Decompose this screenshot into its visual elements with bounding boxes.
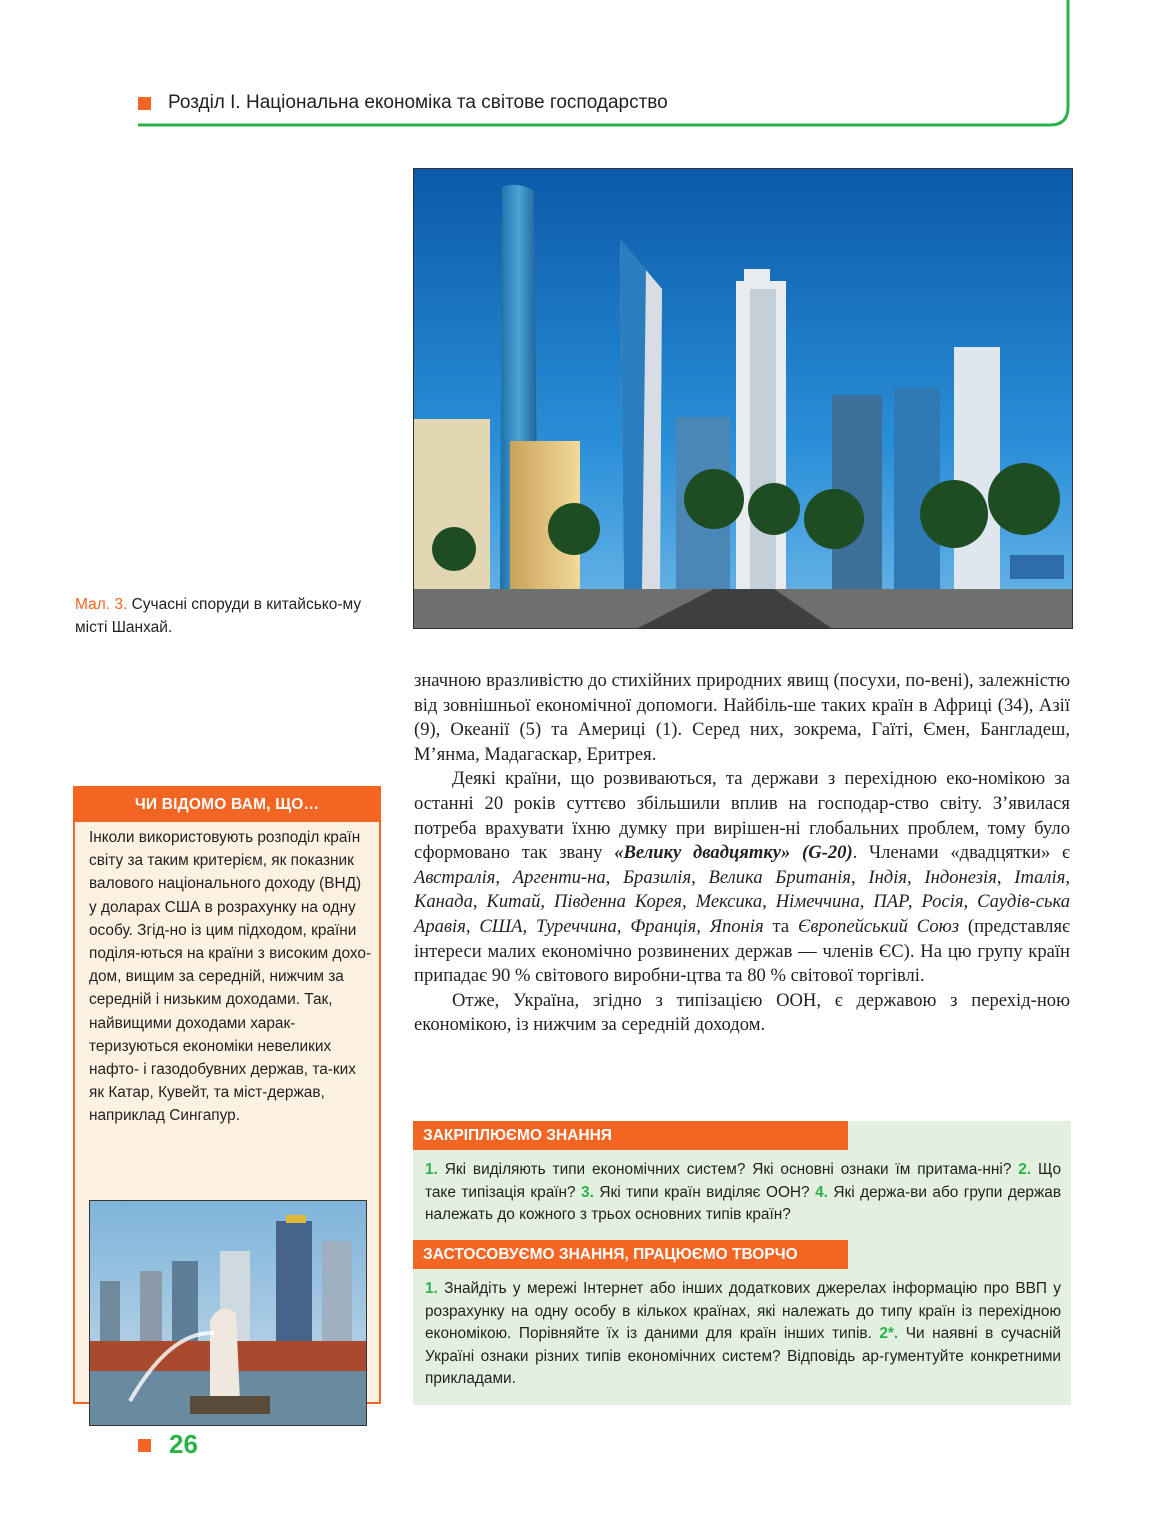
main-text (414, 669, 1070, 1038)
task-1: Знайдіть у мережі Інтернет або інших додаткових джерелах інформацію про ВВП у розрахунку на одну особу в кількох країнах, які належать до типу країн із перехідною економікою. Порівняйте їх із даними для країн інших типів. (425, 1280, 1061, 1343)
figure-caption (75, 593, 385, 639)
singapore-photo (89, 1200, 367, 1426)
paragraph-2-part-a: Деякі країни, що розвиваються, та держави з перехідною еко-номікою за останні 20 років суттєво збільшили вплив на господар-ство світу. З’явилася потреба врахувати їхню думку при вирішен-ні глобальних проблем, тому було сформовано так звану (414, 768, 1070, 864)
paragraph-1: значною вразливістю до стихійних природних явищ (посухи, по-вені), залежністю від зовнішньої економічної допомоги. Найбіль-ше таких країн в Африці (34), Азії (9), Океанії (5) та Америці (1). Серед них, зокрема, Гаїті, Ємен, Бангладеш, М’янма, Мадагаскар, Еритрея. (414, 670, 1070, 765)
consolidate-knowledge-heading: ЗАКРІПЛЮЄМО ЗНАННЯ (413, 1121, 848, 1150)
task-1-number: 1. (425, 1280, 438, 1297)
question-3-number: 3. (581, 1183, 594, 1201)
task-2: Чи наявні в сучасній Україні ознаки різних типів економічних систем? Відповідь ар-гументуйте конкретними прикладами. (425, 1325, 1061, 1388)
g20-countries: Австралія, Аргенти-на, Бразилія, Велика Британія, Індія, Індонезія, Італія, Канада, Китай, Південна Корея, Мексика, Німеччина, ПАР, Росія, Саудів-ська Аравія, США, Туреччина, Франція, Японія (414, 866, 1070, 937)
g20-term: «Велику двадцятку» (G-20) (614, 842, 853, 864)
question-3: Які типи країн виділяє ООН? (593, 1183, 816, 1201)
question-4: Які держа-ви або групи держав належать до кожного з трьох основних типів країн? (425, 1183, 1061, 1224)
apply-knowledge-heading: ЗАСТОСОВУЄМО ЗНАННЯ, ПРАЦЮЄМО ТВОРЧО (413, 1240, 848, 1269)
page-number: 26 (169, 1429, 198, 1459)
did-you-know-body (75, 822, 379, 1402)
paragraph-2-part-b: . Членами «двадцятки» є (852, 842, 1070, 864)
did-you-know-text: Інколи використовують розподіл країн світу за таким критерієм, як показник валового національного доходу (ВНД) у доларах США в розрахунку на одну особу. Згід-но із цим підходом, країни поділя-ються на країни з високим дохо-дом, вищим за середній, нижчим за середній і низьким доходами. Так, найвищими доходами харак-теризуються економіки невеликих нафто- і газодобувних держав, та-ких як Катар, Кувейт, та міст-держав, наприклад Сингапур. (89, 829, 372, 1125)
question-4-number: 4. (815, 1183, 828, 1201)
question-1: Які виділяють типи економічних систем? Які основні ознаки їм притама-нні? (437, 1161, 1019, 1178)
did-you-know-box (73, 786, 381, 1404)
did-you-know-title: ЧИ ВІДОМО ВАМ, ЩО… (75, 788, 379, 822)
question-2: Що таке типізація країн? (425, 1161, 1062, 1201)
paragraph-2-part-d: (представляє інтереси малих економічно розвинених держав — членів ЄС). На цю групу країн припадає 90 % світового виробни-цтва та 80 % світової торгівлі. (414, 915, 1070, 987)
question-2-number: 2. (1018, 1161, 1032, 1178)
figure-caption-text: Сучасні споруди в китайсько-му місті Шанхай. (75, 596, 362, 636)
consolidate-questions (425, 1159, 1061, 1227)
figure-label: Мал. 3. (75, 596, 128, 613)
apply-tasks (425, 1278, 1061, 1391)
paragraph-2-part-c: та (763, 915, 798, 937)
paragraph-2 (414, 767, 1070, 988)
city-skyline-photo (413, 168, 1073, 629)
header-marker-icon (138, 97, 151, 110)
section-title: Розділ І. Національна економіка та світове господарство (168, 92, 668, 113)
task-2-number: 2*. (879, 1325, 899, 1343)
eu-term: Європейський Союз (797, 915, 959, 937)
question-1-number: 1. (425, 1161, 438, 1178)
footer-marker-icon (138, 1439, 151, 1452)
header-rule (0, 0, 1162, 140)
paragraph-3: Отже, Україна, згідно з типізацією ООН, є державою з перехід-ною економікою, із нижчим за середній доходом. (414, 989, 1070, 1036)
